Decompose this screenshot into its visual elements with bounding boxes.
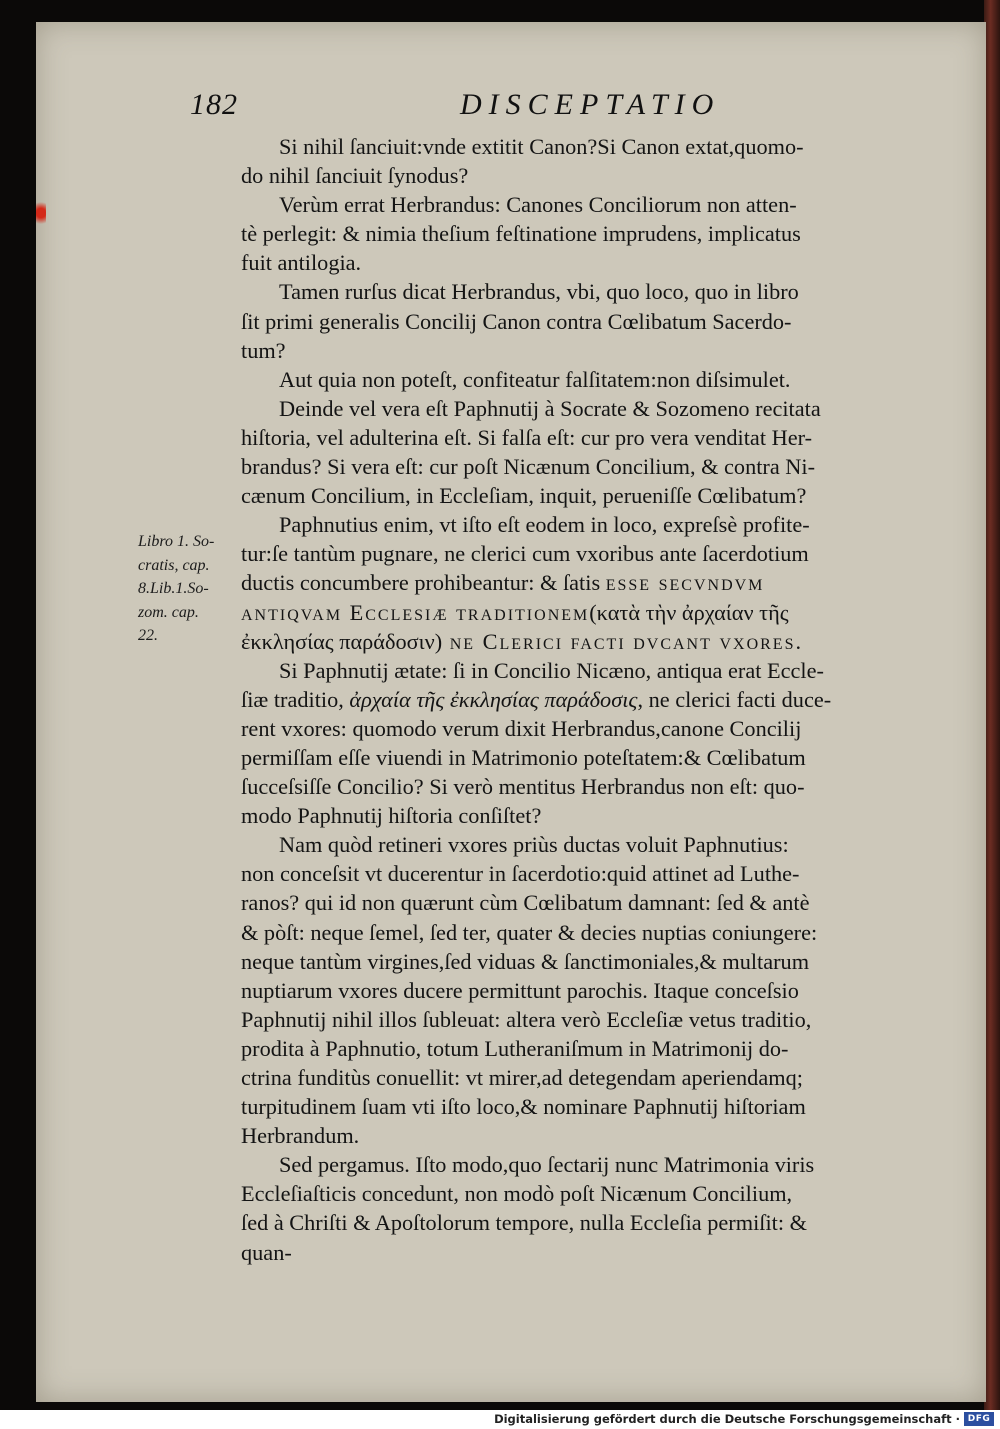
text-line: permiſſam eſſe viuendi in Matrimonio poteſtatem:& Cœlibatum	[241, 744, 806, 770]
text-span: ſiæ traditio,	[241, 686, 350, 712]
text-line: modo Paphnutij hiſtoria conſiſtet?	[241, 803, 542, 829]
text-line: Si nihil ſanciuit:vnde extitit Canon?Si Canon extat,quomo-	[279, 134, 804, 159]
margin-note	[138, 530, 234, 648]
body-text	[241, 132, 941, 1267]
text-line: tè perlegit: & nimia theſium feſtinatione imprudens, implicatus	[241, 221, 801, 247]
dfg-logo-icon: DFG	[964, 1412, 994, 1426]
margin-note-line: cratis, cap.	[138, 556, 210, 574]
text-line: Paphnutij nihil illos ſubleuat: altera verò Eccleſiæ vetus traditio,	[241, 1006, 812, 1032]
text-line	[241, 685, 941, 714]
text-line	[241, 627, 941, 656]
text-line: rent vxores: quomodo verum dixit Herbrandus,canone Concilij	[241, 715, 802, 741]
text-line: ctrina funditùs conuellit: vt mirer,ad detegendam aperiendamq;	[241, 1065, 803, 1090]
text-line: hiſtoria, vel adulterina eſt. Si falſa eſt: cur pro vera venditat Her-	[241, 424, 812, 450]
text-line: tum?	[241, 337, 286, 363]
running-head: DISCEPTATIO	[460, 88, 721, 121]
text-line: Sed pergamus. Iſto modo,quo ſectarij nunc Matrimonia viris	[279, 1152, 815, 1178]
margin-note-line: 8.Lib.1.So-	[138, 580, 209, 597]
small-caps-span: ne Clerici facti dvcant vxores.	[442, 628, 804, 654]
catchword: quan-	[241, 1239, 292, 1265]
text-line: brandus? Si vera eſt: cur poſt Nicænum Concilium, & contra Ni-	[241, 454, 816, 480]
greek-quote: ἀρχαία τῆς ἐκκλησίας παράδοσις	[349, 686, 638, 712]
margin-note-line: zom. cap.	[138, 603, 199, 621]
book-edge	[984, 0, 1000, 1410]
text-line: Deinde vel vera eſt Paphnutij à Socrate & Sozomeno recitata	[279, 395, 821, 421]
text-line: ſucceſsiſſe Concilio? Si verò mentitus Herbrandus non eſt: quo-	[241, 774, 805, 800]
text-line: Tamen rurſus dicat Herbrandus, vbi, quo loco, quo in libro	[279, 279, 799, 305]
text-span: , ne clerici facti duce-	[637, 686, 832, 712]
text-line	[241, 598, 941, 627]
text-line: Eccleſiaſticis concedunt, non modò poſt Nicænum Concilium,	[241, 1181, 793, 1207]
text-line: non conceſsit vt ducerentur in ſacerdotio:quid attinet ad Luthe-	[241, 861, 800, 887]
page-header	[190, 88, 750, 128]
greek-quote: (κατὰ τὴν ἀρχαίαν τῆς	[589, 599, 789, 625]
text-line: Si Paphnutij ætate: ſi in Concilio Nicæno, antiqua erat Eccle-	[279, 657, 824, 683]
text-line	[241, 568, 941, 597]
footer-bar	[0, 1410, 1000, 1429]
text-line: do nihil ſanciuit ſynodus?	[241, 163, 469, 189]
text-line: & pòſt: neque ſemel, ſed ter, quater & decies nuptias coniungere:	[241, 919, 818, 945]
text-line: cænum Concilium, in Eccleſiam, inquit, perueniſſe Cœlibatum?	[241, 483, 807, 509]
small-caps-span: esse secvndvm	[605, 570, 765, 596]
text-line: Aut quia non poteſt, confiteatur falſitatem:non diſsimulet.	[279, 366, 791, 392]
text-line: ranos? qui id non quærunt cùm Cœlibatum damnant: ſed & antè	[241, 890, 810, 916]
text-line: prodita à Paphnutio, totum Lutheraniſmum in Matrimonij do-	[241, 1035, 789, 1061]
greek-quote: ἐκκλησίας παράδοσιν)	[241, 628, 443, 654]
text-line: tur:ſe tantùm pugnare, ne clerici cum vxoribus ante ſacerdotium	[241, 541, 809, 567]
text-line: ſit primi generalis Concilij Canon contra Cœlibatum Sacerdo-	[241, 308, 792, 334]
red-ink-mark	[36, 198, 46, 228]
text-span: ductis concumbere prohibeantur: & ſatis	[241, 570, 606, 596]
text-line: ſed à Chriſti & Apoſtolorum tempore, nulla Eccleſia permiſit: &	[241, 1210, 807, 1236]
text-line: neque tantùm virgines,ſed viduas & ſanctimoniales,& multarum	[241, 948, 810, 974]
margin-note-line: Libro 1. So-	[138, 533, 215, 550]
text-line: nuptiarum vxores ducere permittunt parochis. Itaque conceſsio	[241, 977, 799, 1003]
text-line: Verùm errat Herbrandus: Canones Conciliorum non atten-	[279, 192, 797, 218]
small-caps-span: antiqvam Ecclesiæ traditionem	[241, 599, 590, 625]
margin-note-line: 22.	[138, 627, 158, 644]
text-line: Herbrandum.	[241, 1123, 360, 1149]
page-number: 182	[190, 88, 238, 121]
funding-credit: Digitalisierung gefördert durch die Deutsche Forschungsgemeinschaft ·	[494, 1412, 960, 1426]
text-line: fuit antilogia.	[241, 250, 362, 276]
text-line: Paphnutius enim, vt iſto eſt eodem in loco, expreſsè profite-	[279, 512, 810, 538]
text-line: Nam quòd retineri vxores priùs ductas voluit Paphnutius:	[279, 832, 789, 858]
text-line: turpitudinem ſuam vti iſto loco,& nominare Paphnutij hiſtoriam	[241, 1094, 806, 1120]
